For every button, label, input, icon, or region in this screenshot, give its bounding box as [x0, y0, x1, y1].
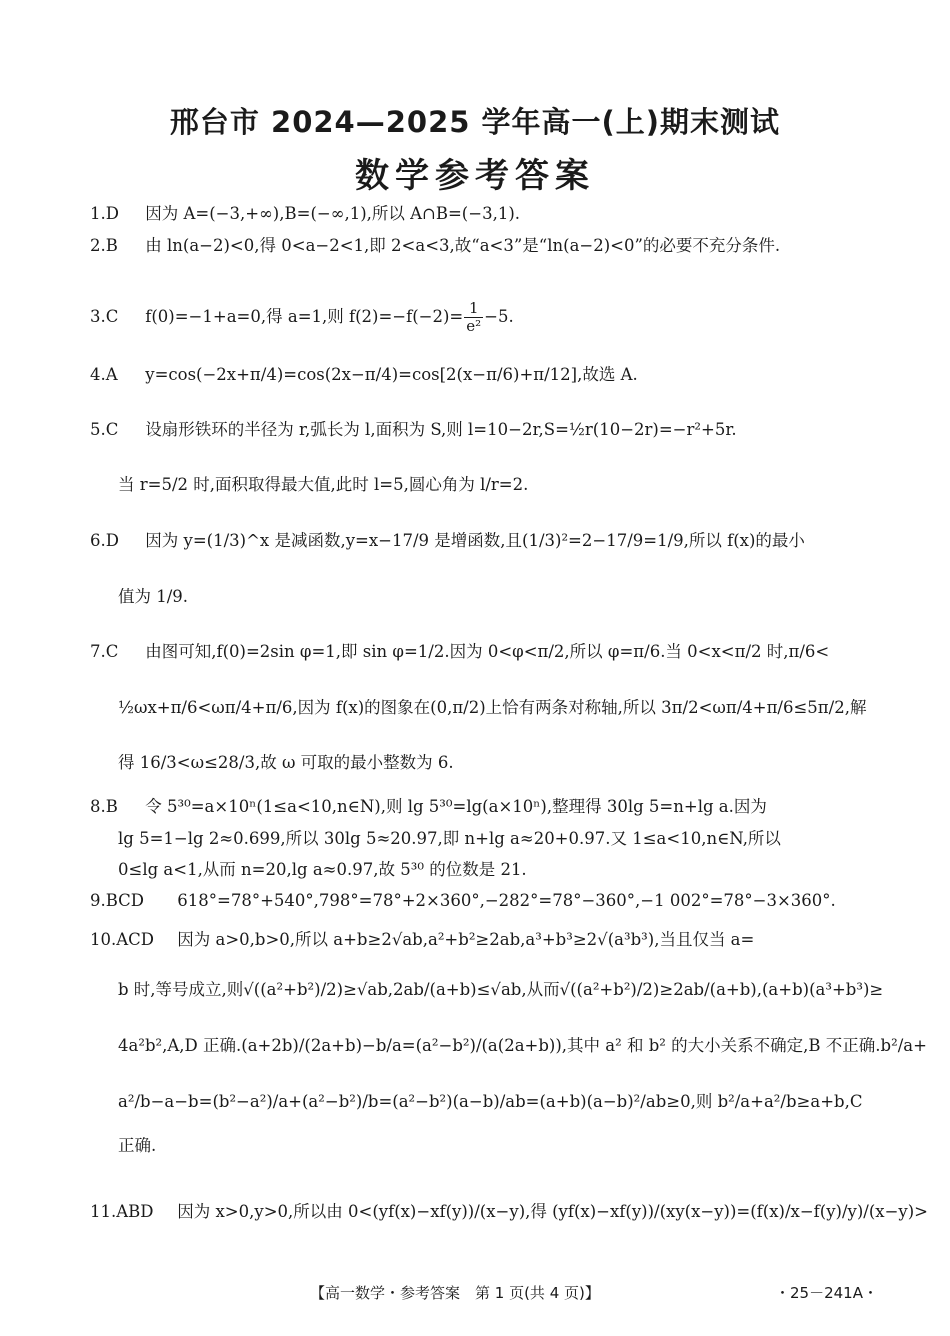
answer-7: [90, 640, 870, 664]
answer-text: 设扇形铁环的半径为 r,弧长为 l,面积为 S,则 l=10−2r,S=½r(10−2r)=−r²+5r.: [145, 420, 737, 439]
answer-8-cont: lg 5=1−lg 2≈0.699,所以 30lg 5≈20.97,即 n+lg a≈20+0.97.又 1≤a<10,n∈N,所以: [118, 829, 781, 848]
answer-10: [90, 928, 870, 952]
answer-10-cont3: a²/b−a−b=(b²−a²)/a+(a²−b²)/b=(a²−b²)(a−b)/ab=(a+b)(a−b)²/ab≥0,则 b²/a+a²/b≥a+b,C: [118, 1092, 863, 1111]
answer-5-cont: 当 r=5/2 时,面积取得最大值,此时 l=5,圆心角为 l/r=2.: [118, 475, 529, 494]
answer-8-cont2: 0≤lg a<1,从而 n=20,lg a≈0.97,故 5³⁰ 的位数是 21.: [118, 860, 527, 879]
answer-text: 618°=78°+540°,798°=78°+2×360°,−282°=78°−360°,−1 002°=78°−3×360°.: [177, 891, 836, 910]
answer-number: 11.ABD: [90, 1202, 154, 1221]
answer-5: [90, 418, 870, 442]
answer-number: 8.B: [90, 797, 118, 816]
fraction: $\frac{1}{\text{e²}}$: [466, 299, 482, 335]
answer-11: [90, 1200, 928, 1224]
answer-text: y=cos(−2x+π/4)=cos(2x−π/4)=cos[2(x−π/6)+π/12],故选 A.: [145, 365, 638, 384]
answer-number: 6.D: [90, 531, 119, 550]
answer-6-cont: 值为 1/9.: [118, 587, 189, 606]
answer-number: 3.C: [90, 307, 119, 326]
answer-number: 5.C: [90, 420, 119, 439]
answer-text: 因为 x>0,y>0,所以由 0<(yf(x)−xf(y))/(x−y),得 (yf(x)−xf(y))/(xy(x−y))=(f(x)/x−f(y)/y)/(x−y)>: [177, 1202, 928, 1221]
answer-10-cont2: 4a²b²,A,D 正确.(a+2b)/(2a+b)−b/a=(a²−b²)/(a(2a+b)),其中 a² 和 b² 的大小关系不确定,B 不正确.b²/a+: [118, 1036, 927, 1055]
answer-text: f(0)=−1+a=0,得 a=1,则 f(2)=−f(−2)=: [145, 307, 464, 326]
answer-1: [90, 202, 870, 226]
answer-text: 令 5³⁰=a×10ⁿ(1≤a<10,n∈N),则 lg 5³⁰=lg(a×10ⁿ),整理得 30lg 5=n+lg a.因为: [145, 797, 767, 816]
answer-2: [90, 234, 870, 258]
answer-text-tail: −5.: [484, 307, 514, 326]
footer-page-info: 【高一数学・参考答案 第 1 页(共 4 页)】: [310, 1284, 600, 1302]
answer-7-cont: ½ωx+π/6<ωπ/4+π/6,因为 f(x)的图象在(0,π/2)上恰有两条对称轴,所以 3π/2<ωπ/4+π/6≤5π/2,解: [118, 698, 867, 717]
answer-7-cont2: 得 16/3<ω≤28/3,故 ω 可取的最小整数为 6.: [118, 753, 454, 772]
answer-number: 2.B: [90, 236, 118, 255]
answer-number: 7.C: [90, 642, 119, 661]
answer-3: [90, 300, 870, 335]
answer-text: 因为 y=(1/3)^x 是减函数,y=x−17/9 是增函数,且(1/3)²=2−17/9=1/9,所以 f(x)的最小: [145, 531, 805, 550]
answer-8: [90, 795, 870, 819]
answer-text: 由 ln(a−2)<0,得 0<a−2<1,即 2<a<3,故“a<3”是“ln(a−2)<0”的必要不充分条件.: [145, 236, 781, 255]
answer-number: 1.D: [90, 204, 119, 223]
footer-code: ・25－241A・: [775, 1284, 878, 1302]
answer-text: 由图可知,f(0)=2sin φ=1,即 sin φ=1/2.因为 0<φ<π/2,所以 φ=π/6.当 0<x<π/2 时,π/6<: [145, 642, 830, 661]
answer-9: [90, 889, 870, 913]
answer-number: 9.BCD: [90, 891, 145, 910]
answer-10-cont: b 时,等号成立,则√((a²+b²)/2)≥√ab,2ab/(a+b)≤√ab,从而√((a²+b²)/2)≥2ab/(a+b),(a+b)(a³+b³)≥: [118, 980, 884, 999]
answer-10-cont4: 正确.: [118, 1136, 157, 1155]
answer-number: 10.ACD: [90, 930, 155, 949]
answer-text: 因为 A=(−3,+∞),B=(−∞,1),所以 A∩B=(−3,1).: [145, 204, 520, 223]
answer-4: [90, 363, 870, 387]
page-subtitle: 数学参考答案: [355, 156, 595, 196]
page-title: 邢台市 2024—2025 学年高一(上)期末测试: [169, 105, 781, 139]
answer-number: 4.A: [90, 365, 118, 384]
answer-text: 因为 a>0,b>0,所以 a+b≥2√ab,a²+b²≥2ab,a³+b³≥2√(a³b³),当且仅当 a=: [177, 930, 755, 949]
answer-6: [90, 529, 870, 553]
